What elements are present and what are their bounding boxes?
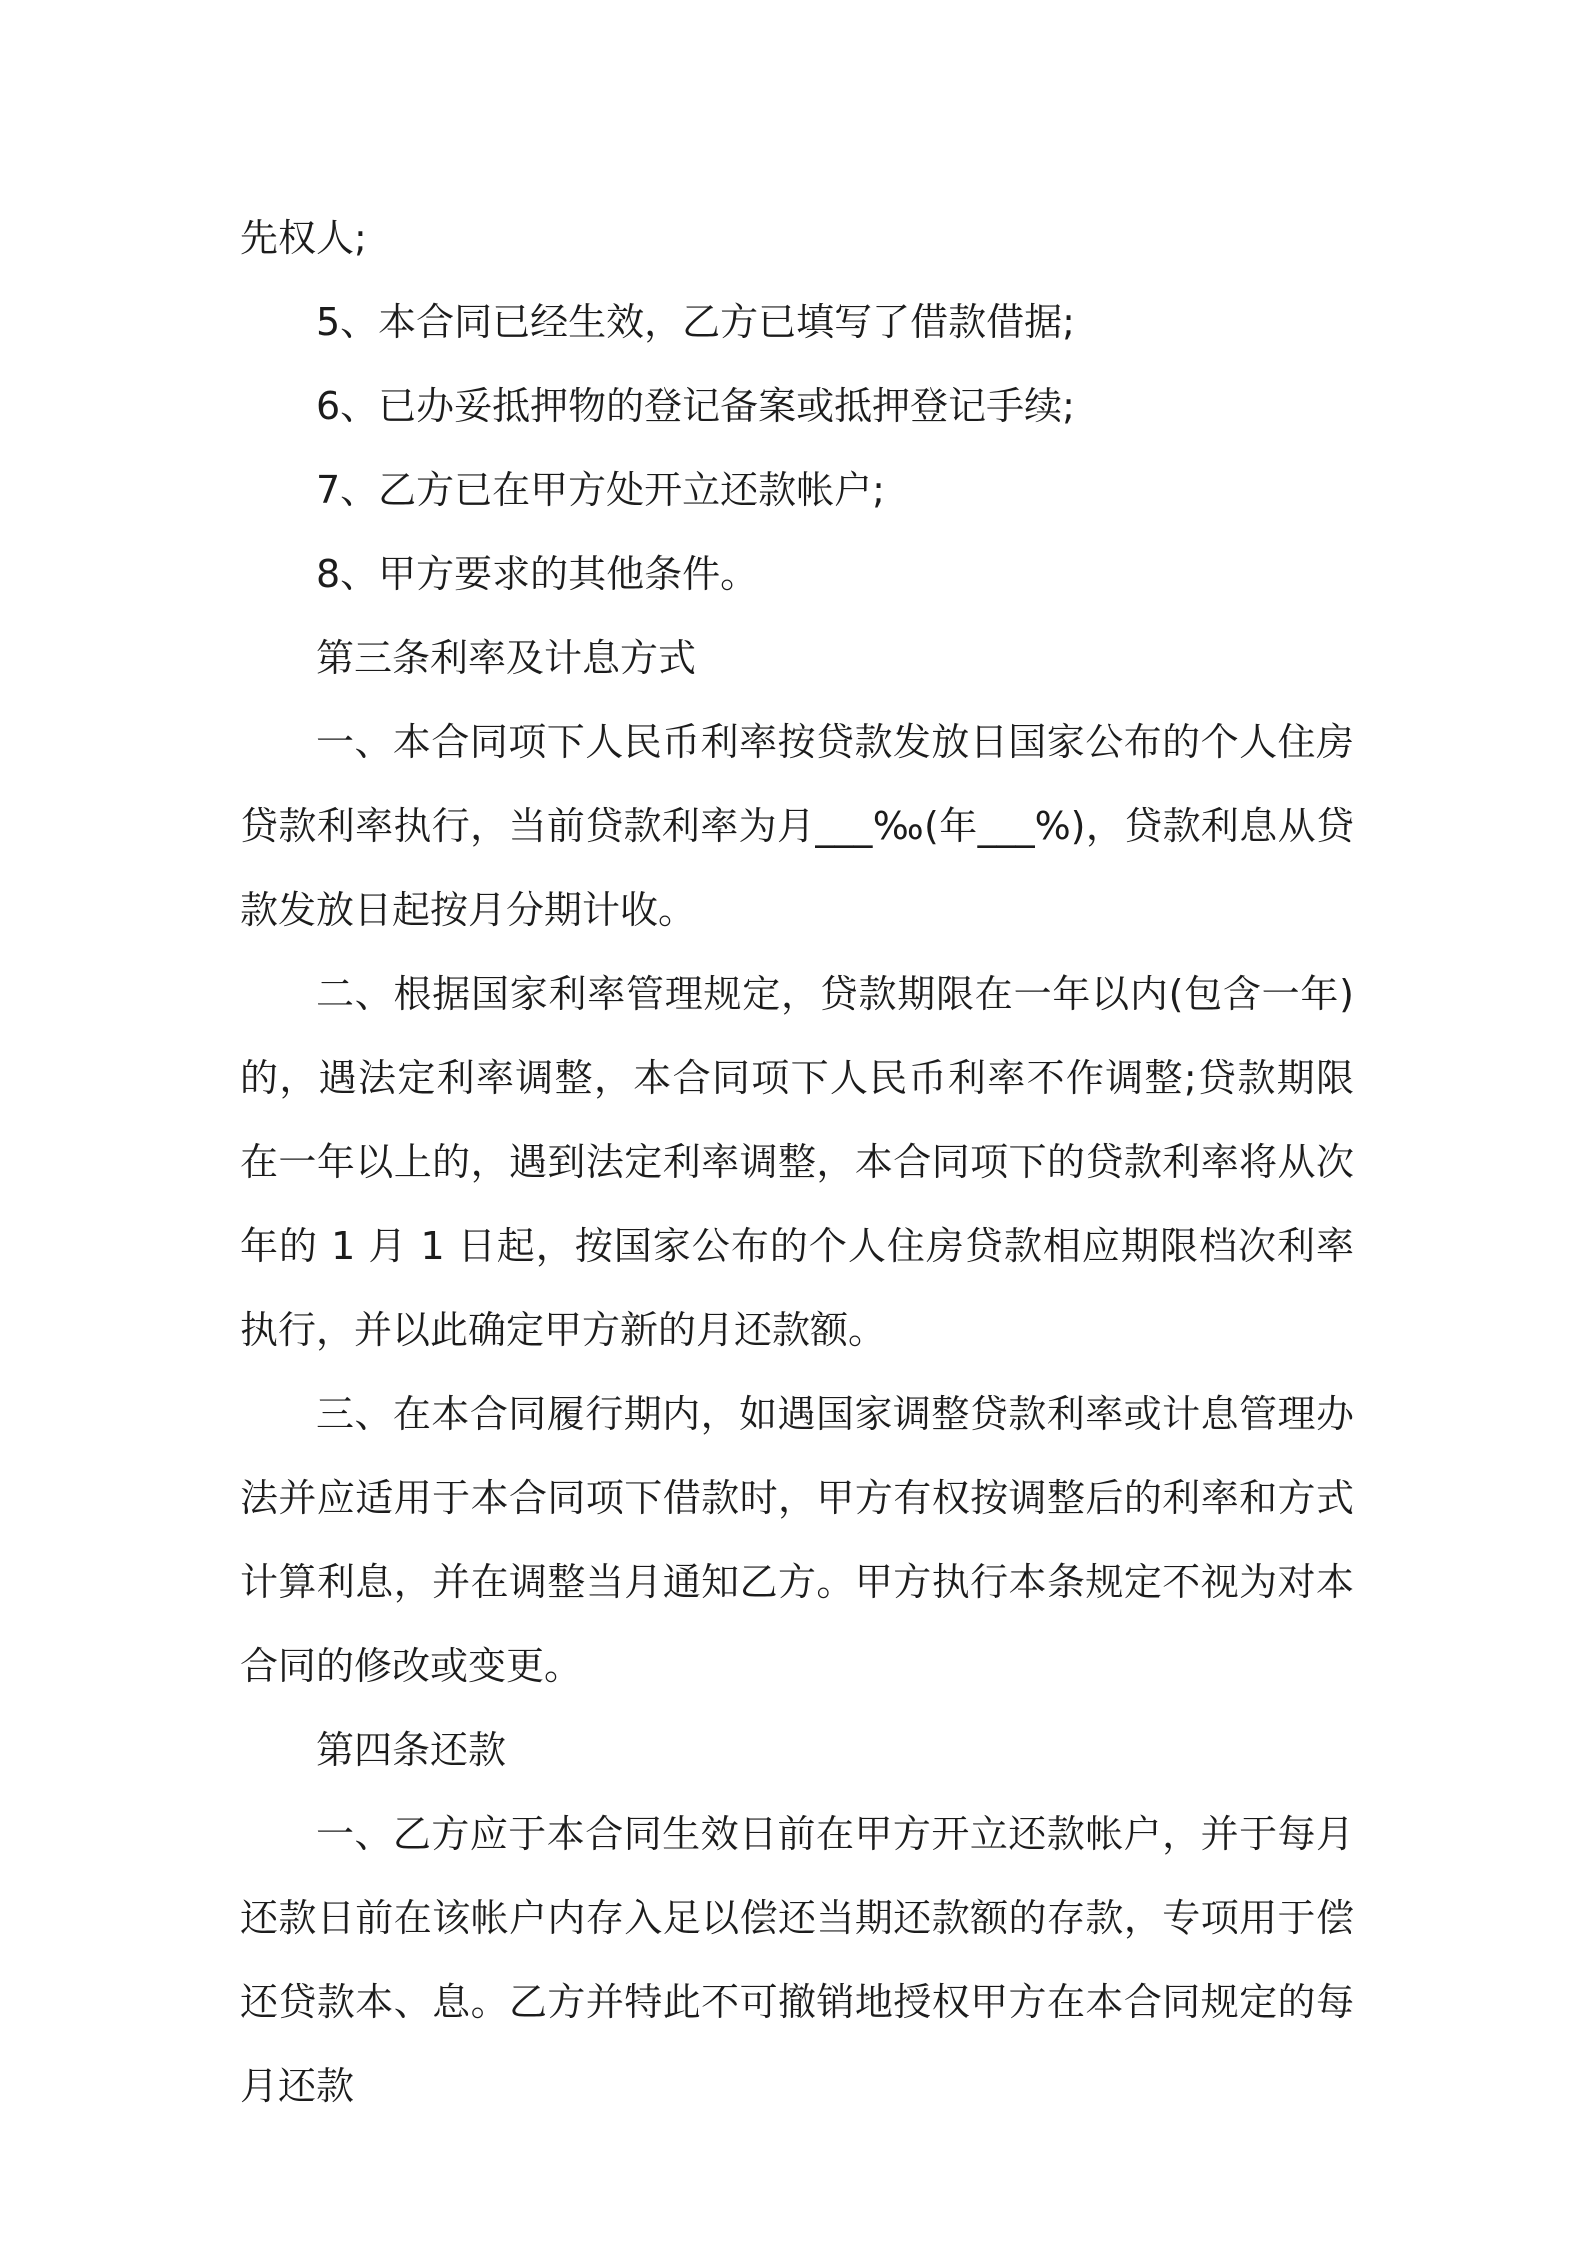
article-3-clause-1: 一、本合同项下人民币利率按贷款发放日国家公布的个人住房贷款利率执行，当前贷款利率为月___‰(年___%)，贷款利息从贷款发放日起按月分期计收。 (240, 720, 1354, 932)
section-heading-article-3: 第三条利率及计息方式 (316, 636, 697, 680)
document-body (240, 196, 1354, 2128)
condition-item-5: 5、本合同已经生效，乙方已填写了借款借据; (316, 300, 1075, 344)
article-3-clause-2: 二、根据国家利率管理规定，贷款期限在一年以内(包含一年)的，遇法定利率调整，本合同项下人民币利率不作调整;贷款期限在一年以上的，遇到法定利率调整，本合同项下的贷款利率将从次年的 1 月 1 日起，按国家公布的个人住房贷款相应期限档次利率执行，并以此确定甲方新的月还款额。 (240, 972, 1354, 1352)
condition-item-6: 6、已办妥抵押物的登记备案或抵押登记手续; (316, 384, 1075, 428)
article-3-clause-3: 三、在本合同履行期内，如遇国家调整贷款利率或计息管理办法并应适用于本合同项下借款时，甲方有权按调整后的利率和方式计算利息，并在调整当月通知乙方。甲方执行本条规定不视为对本合同的修改或变更。 (240, 1392, 1354, 1688)
article-4-clause-1: 一、乙方应于本合同生效日前在甲方开立还款帐户，并于每月还款日前在该帐户内存入足以偿还当期还款额的存款，专项用于偿还贷款本、息。乙方并特此不可撤销地授权甲方在本合同规定的每月还款 (240, 1812, 1354, 2108)
condition-item-7: 7、乙方已在甲方处开立还款帐户; (316, 468, 885, 512)
condition-item-8: 8、甲方要求的其他条件。 (316, 552, 759, 596)
section-heading-article-4: 第四条还款 (316, 1728, 507, 1772)
paragraph-continuation: 先权人; (240, 216, 367, 260)
